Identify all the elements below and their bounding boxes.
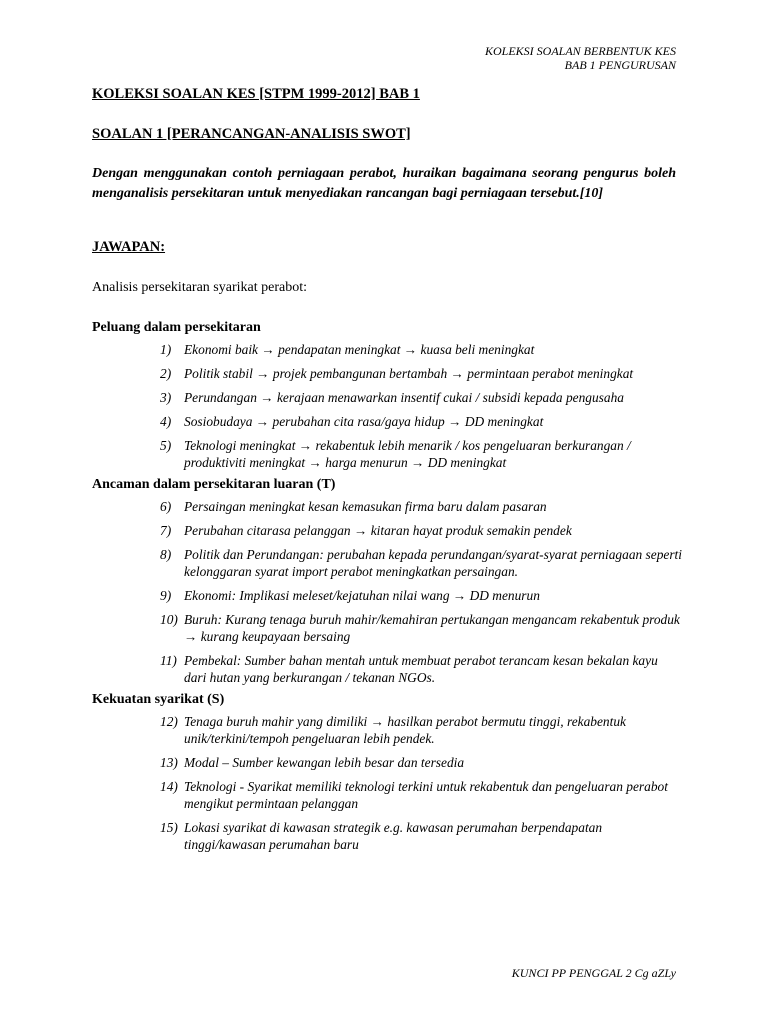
item-number: 14) xyxy=(160,779,178,794)
document-title: KOLEKSI SOALAN KES [STPM 1999-2012] BAB 1 xyxy=(92,86,420,102)
item-text: Teknologi - Syarikat memiliki teknologi terkini untuk rekabentuk dan pengeluaran perabot mengikut permintaan pelanggan xyxy=(184,779,668,811)
list-item xyxy=(160,341,682,358)
item-number: 11) xyxy=(160,653,177,668)
item-text: Persaingan meningkat kesan kemasukan firma baru dalam pasaran xyxy=(184,499,547,514)
list-item xyxy=(160,365,682,382)
item-number: 7) xyxy=(160,523,172,538)
answer-label: JAWAPAN: xyxy=(92,239,166,255)
item-number: 5) xyxy=(160,438,172,453)
list-item xyxy=(160,713,682,747)
item-number: 15) xyxy=(160,820,178,835)
item-text: Lokasi syarikat di kawasan strategik e.g. kawasan perumahan berpendapatan tinggi/kawasan perumahan baru xyxy=(184,820,603,852)
item-text: Tenaga buruh mahir yang dimiliki → hasilkan perabot bermutu tinggi, rekabentuk unik/terkini/tempoh pengeluaran lebih pendek. xyxy=(184,714,626,746)
item-text: Pembekal: Sumber bahan mentah untuk membuat perabot terancam kesan bekalan kayu dari hutan yang berkurangan / tekanan NGOs. xyxy=(184,653,658,685)
item-number: 9) xyxy=(160,588,172,603)
item-text: Ekonomi: Implikasi meleset/kejatuhan nilai wang → DD menurun xyxy=(184,588,540,603)
item-number: 8) xyxy=(160,547,172,562)
item-number: 6) xyxy=(160,499,172,514)
list-item xyxy=(160,413,682,430)
list-item xyxy=(160,587,682,604)
list-item xyxy=(160,754,682,771)
list-item xyxy=(160,611,682,645)
item-text: Politik dan Perundangan: perubahan kepada perundangan/syarat-syarat perniagaan seperti kelonggaran syarat import perabot meningkatkan persaingan. xyxy=(184,547,682,579)
list-item xyxy=(160,389,682,406)
question-text: Dengan menggunakan contoh perniagaan perabot, huraikan bagaimana seorang pengurus boleh menganalisis persekitaran untuk menyediakan rancangan bagi perniagaan tersebut.[10] xyxy=(92,166,676,201)
header-line-2: BAB 1 PENGURUSAN xyxy=(564,58,676,72)
item-number: 2) xyxy=(160,366,172,381)
item-text: Ekonomi baik → pendapatan meningkat → kuasa beli meningkat xyxy=(184,342,535,357)
list-item xyxy=(160,522,682,539)
item-text: Politik stabil → projek pembangunan bertambah → permintaan perabot meningkat xyxy=(184,366,634,381)
section-heading-ancaman: Ancaman dalam persekitaran luaran (T) xyxy=(92,477,336,492)
item-text: Teknologi meningkat → rekabentuk lebih menarik / kos pengeluaran berkurangan / produktiviti meningkat → harga menurun → DD meningkat xyxy=(184,438,631,470)
item-text: Perubahan citarasa pelanggan → kitaran hayat produk semakin pendek xyxy=(184,523,572,538)
header-line-1: KOLEKSI SOALAN BERBENTUK KES xyxy=(484,44,676,58)
list-item xyxy=(160,652,682,686)
item-number: 3) xyxy=(160,390,172,405)
item-number: 13) xyxy=(160,755,178,770)
list-item xyxy=(160,778,682,812)
answer-intro: Analisis persekitaran syarikat perabot: xyxy=(92,280,307,295)
question-title: SOALAN 1 [PERANCANGAN-ANALISIS SWOT] xyxy=(92,126,411,142)
section-heading-kekuatan: Kekuatan syarikat (S) xyxy=(92,692,225,707)
item-text: Buruh: Kurang tenaga buruh mahir/kemahiran pertukangan mengancam rekabentuk produk → kurang keupayaan bersaing xyxy=(184,612,680,644)
page-footer: KUNCI PP PENGGAL 2 Cg aZLy xyxy=(511,966,676,980)
page-header xyxy=(485,44,676,72)
item-number: 10) xyxy=(160,612,178,627)
item-number: 1) xyxy=(160,342,172,357)
item-text: Modal – Sumber kewangan lebih besar dan tersedia xyxy=(184,755,465,770)
item-number: 12) xyxy=(160,714,178,729)
item-number: 4) xyxy=(160,414,172,429)
list-item xyxy=(160,437,682,471)
section-heading-peluang: Peluang dalam persekitaran xyxy=(92,320,261,335)
list-item xyxy=(160,498,682,515)
item-text: Sosiobudaya → perubahan cita rasa/gaya hidup → DD meningkat xyxy=(184,414,544,429)
answer-content xyxy=(92,319,682,860)
list-item xyxy=(160,546,682,580)
item-text: Perundangan → kerajaan menawarkan insentif cukai / subsidi kepada pengusaha xyxy=(184,390,624,405)
list-item xyxy=(160,819,682,853)
